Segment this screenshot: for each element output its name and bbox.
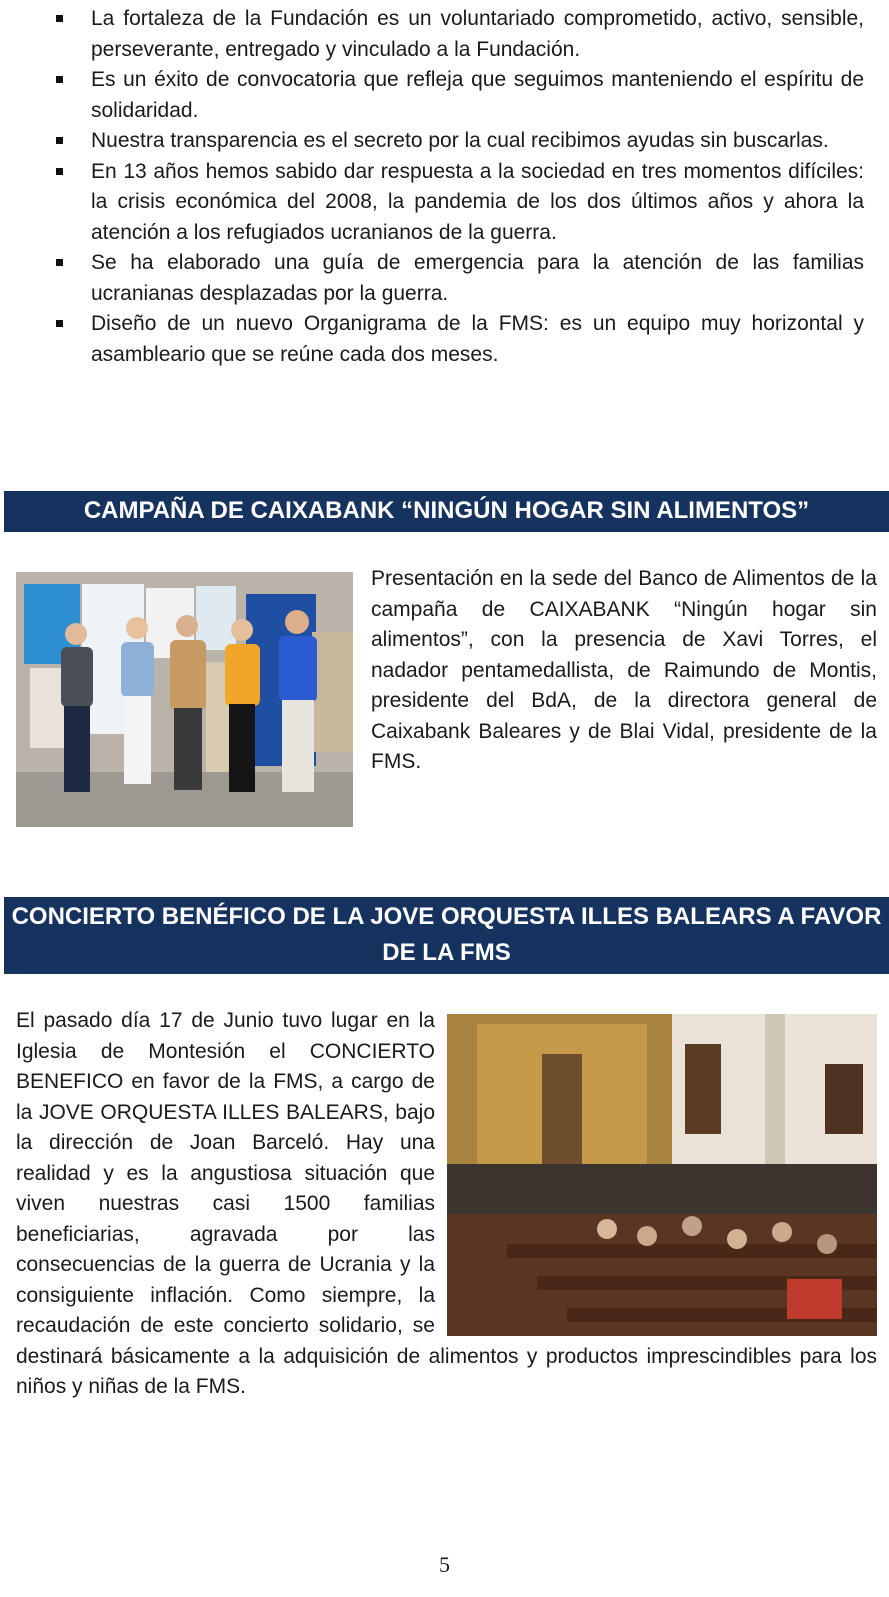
square-bullet-icon bbox=[56, 76, 63, 83]
campaign-photo-illustration bbox=[16, 572, 353, 827]
bullet-text: Se ha elaborado una guía de emergencia para la atención de las familias ucranianas desplazadas por la guerra. bbox=[91, 251, 864, 305]
bullet-text: Nuestra transparencia es el secreto por la cual recibimos ayudas sin buscarlas. bbox=[91, 129, 829, 152]
list-item bbox=[0, 65, 889, 126]
bullet-text: Es un éxito de convocatoria que refleja que seguimos manteniendo el espíritu de solidaridad. bbox=[91, 68, 864, 122]
section-heading-caixabank: CAMPAÑA DE CAIXABANK “NINGÚN HOGAR SIN ALIMENTOS” bbox=[4, 491, 889, 532]
bullet-text: La fortaleza de la Fundación es un voluntariado comprometido, activo, sensible, perseverante, entregado y vinculado a la Fundación. bbox=[91, 7, 864, 61]
concert-text: El pasado día 17 de Junio tuvo lugar en la Iglesia de Montesión el CONCIERTO BENEFICO en favor de la FMS, a cargo de la JOVE ORQUESTA ILLES BALEARS, bajo la dirección de Joan Barceló. Hay una realidad y es la angustiosa situación que viven nuestras casi 1500 familias beneficiarias, agravada por las consecuencias de la guerra de Ucrania y la consiguiente inflación. Como siempre, la recaudación de este concierto solidario, se destinará básicamente a la adquisición de alimentos y productos imprescindibles para los niños y niñas de la FMS. bbox=[16, 1009, 877, 1398]
photo-space bbox=[435, 1006, 877, 1330]
list-item bbox=[0, 126, 889, 157]
bullet-text: Diseño de un nuevo Organigrama de la FMS: es un equipo muy horizontal y asambleario que se reúne cada dos meses. bbox=[91, 312, 864, 366]
square-bullet-icon bbox=[56, 320, 63, 327]
list-item bbox=[0, 157, 889, 249]
square-bullet-icon bbox=[56, 15, 63, 22]
campaign-description: Presentación en la sede del Banco de Alimentos de la campaña de CAIXABANK “Ningún hogar sin alimentos”, con la presencia de Xavi Torres, el nadador pentamedallista, de Raimundo de Montis, presidente del BdA, de la directora general de Caixabank Baleares y de Blai Vidal, presidente de la FMS. bbox=[371, 567, 877, 773]
list-item bbox=[0, 309, 889, 370]
concert-description bbox=[16, 1006, 877, 1403]
list-item bbox=[0, 4, 889, 65]
list-item bbox=[0, 248, 889, 309]
page-number: 5 bbox=[439, 1552, 450, 1577]
section-heading-concert: CONCIERTO BENÉFICO DE LA JOVE ORQUESTA ILLES BALEARS A FAVOR DE LA FMS bbox=[4, 897, 889, 974]
square-bullet-icon bbox=[56, 168, 63, 175]
campaign-photo bbox=[16, 572, 353, 827]
square-bullet-icon bbox=[56, 259, 63, 266]
bullet-text: En 13 años hemos sabido dar respuesta a la sociedad en tres momentos difíciles: la crisis económica del 2008, la pandemia de los dos últimos años y ahora la atención a los refugiados ucranianos de la guerra. bbox=[91, 159, 864, 244]
square-bullet-icon bbox=[56, 137, 63, 144]
bullet-list bbox=[0, 4, 889, 370]
